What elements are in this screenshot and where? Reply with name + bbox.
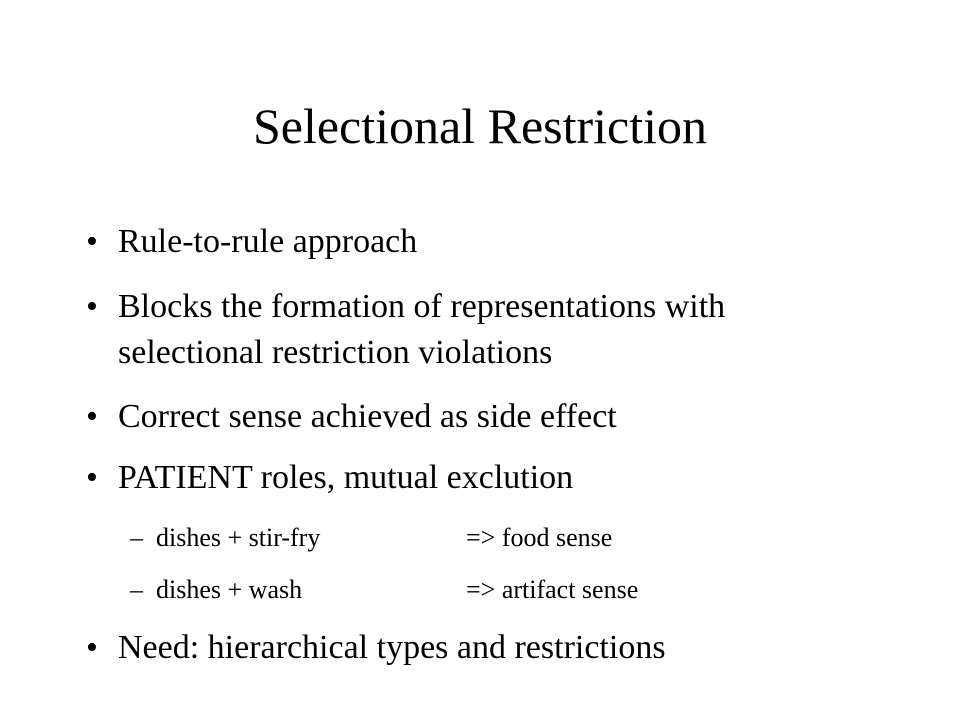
sub-item-term: dishes + wash	[156, 575, 303, 604]
slide-title: Selectional Restriction	[252, 98, 708, 154]
sub-item-sense: => artifact sense	[466, 575, 639, 604]
bullet-icon: •	[86, 459, 98, 496]
bullet-icon: •	[86, 398, 98, 435]
bullet-text: PATIENT roles, mutual exclution	[118, 459, 574, 496]
bullet-text: Rule-to-rule approach	[118, 223, 418, 260]
sub-item-term: dishes + stir-fry	[156, 523, 321, 552]
dash-icon: –	[130, 575, 143, 604]
sub-item-sense: => food sense	[466, 523, 613, 552]
bullet-text-continuation: selectional restriction violations	[118, 334, 553, 371]
bullet-text: Need: hierarchical types and restrictions	[118, 629, 666, 666]
bullet-icon: •	[86, 288, 98, 325]
dash-icon: –	[130, 523, 143, 552]
bullet-icon: •	[86, 223, 98, 260]
bullet-icon: •	[86, 629, 98, 666]
bullet-text: Blocks the formation of representations with	[118, 288, 726, 325]
bullet-text: Correct sense achieved as side effect	[118, 398, 617, 435]
